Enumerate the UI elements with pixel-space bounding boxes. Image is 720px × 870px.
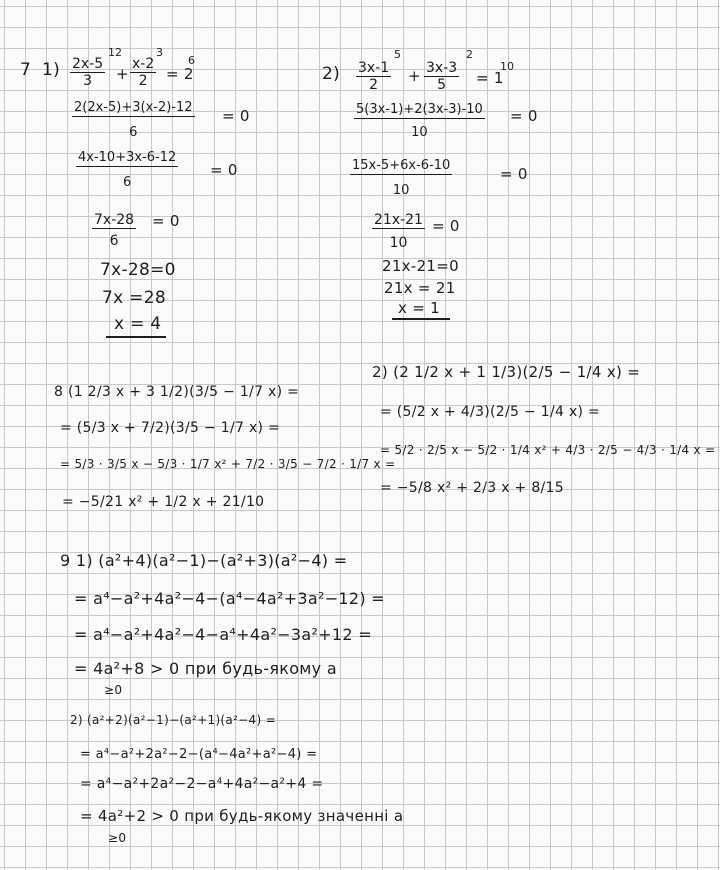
step-7-1-2-rhs: = 0 [210, 161, 238, 179]
problem-9-1-line-1: 9 1) (a²+4)(a²−1)−(a²+3)(a²−4) = [60, 551, 348, 570]
multiplier-7-2-a: 5 [394, 48, 401, 61]
step-7-1-3: $\frac{7x-28}{6}$ [94, 212, 135, 249]
step-7-1-1-rhs: = 0 [222, 107, 250, 125]
step-7-2-3: $\frac{21x-21}{10}$ [374, 212, 423, 251]
step-7-1-2: $\frac{4x-10+3x-6-12}{6}$ [78, 150, 177, 190]
problem-7-2-label: 2) [322, 64, 341, 84]
step-7-1-4: 7x-28=0 [100, 260, 176, 280]
problem-7-number: 7 [20, 60, 32, 80]
step-7-1-1: $\frac{2(2x-5)+3(x-2)-12}{6}$ [74, 100, 193, 140]
multiplier-7-1-b: 3 [156, 46, 163, 59]
rhs-7-1: = 2 [166, 65, 194, 83]
problem-8-2-line-1: 2) (2 1/2 x + 1 1/3)(2/5 − 1/4 x) = [372, 363, 641, 381]
problem-9-2-line-4: = 4a²+2 > 0 при будь-якому значенні a [80, 807, 404, 825]
fraction-7-2-a: $\frac{3x-1}{2}$ [358, 60, 390, 93]
fraction-7-1-b: $\frac{x-2}{2}$ [132, 56, 155, 89]
answer-underline-7-2 [392, 318, 450, 320]
answer-underline-7-1 [106, 336, 166, 338]
answer-7-2: x = 1 [398, 299, 441, 317]
step-7-1-3-rhs: = 0 [152, 212, 180, 230]
step-7-2-1-rhs: = 0 [510, 107, 538, 125]
problem-8-1-line-4: = −5/21 x² + 1/2 x + 21/10 [62, 494, 265, 510]
problem-9-2-line-2: = a⁴−a²+2a²−2−(a⁴−4a²+a²−4) = [80, 747, 318, 762]
problem-8-2-line-2: = (5/2 x + 4/3)(2/5 − 1/4 x) = [380, 404, 601, 420]
problem-9-1-line-2: = a⁴−a²+4a²−4−(a⁴−4a²+3a²−12) = [74, 589, 386, 608]
step-7-2-3-rhs: = 0 [432, 217, 460, 235]
rhs-7-2: = 1 [476, 69, 504, 87]
multiplier-7-1-rhs: 6 [188, 54, 195, 67]
problem-8-1-line-3: = 5/3 · 3/5 x − 5/3 · 1/7 x² + 7/2 · 3/5 − 7/2 · 1/7 x = [60, 457, 396, 471]
problem-7-1-label: 1) [42, 60, 61, 80]
problem-9-1-nonneg-note: ≥0 [104, 683, 123, 697]
multiplier-7-2-b: 2 [466, 48, 473, 61]
problem-8-1-line-1: 8 (1 2/3 x + 3 1/2)(3/5 − 1/7 x) = [54, 384, 300, 400]
problem-8-2-line-3: = 5/2 · 2/5 x − 5/2 · 1/4 x² + 4/3 · 2/5 − 4/3 · 1/4 x = [380, 443, 716, 457]
step-7-2-2-rhs: = 0 [500, 165, 528, 183]
plus-sign-7-2: + [408, 67, 421, 85]
plus-sign: + [116, 65, 129, 83]
problem-9-2-line-3: = a⁴−a²+2a²−2−a⁴+4a²−a²+4 = [80, 776, 324, 792]
step-7-1-5: 7x =28 [102, 288, 166, 308]
multiplier-7-1-a: 12 [108, 46, 122, 59]
fraction-7-1-a: $\frac{2x-5}{3}$ [72, 56, 104, 89]
fraction-7-2-b: $\frac{3x-3}{5}$ [426, 60, 458, 93]
multiplier-7-2-rhs: 10 [500, 60, 514, 73]
step-7-2-4: 21x-21=0 [382, 257, 459, 275]
answer-7-1: x = 4 [114, 314, 162, 334]
problem-8-2-line-4: = −5/8 x² + 2/3 x + 8/15 [380, 480, 564, 496]
problem-8-1-line-2: = (5/3 x + 7/2)(3/5 − 1/7 x) = [60, 420, 281, 436]
problem-9-2-nonneg-note: ≥0 [108, 831, 127, 845]
problem-9-2-line-1: 2) (a²+2)(a²−1)−(a²+1)(a²−4) = [70, 713, 276, 727]
problem-9-1-line-3: = a⁴−a²+4a²−4−a⁴+4a²−3a²+12 = [74, 625, 372, 644]
step-7-2-5: 21x = 21 [384, 279, 456, 297]
step-7-2-2: $\frac{15x-5+6x-6-10}{10}$ [352, 158, 451, 198]
problem-9-1-line-4: = 4a²+8 > 0 при будь-якому a [74, 659, 337, 678]
step-7-2-1: $\frac{5(3x-1)+2(3x-3)-10}{10}$ [356, 102, 483, 140]
